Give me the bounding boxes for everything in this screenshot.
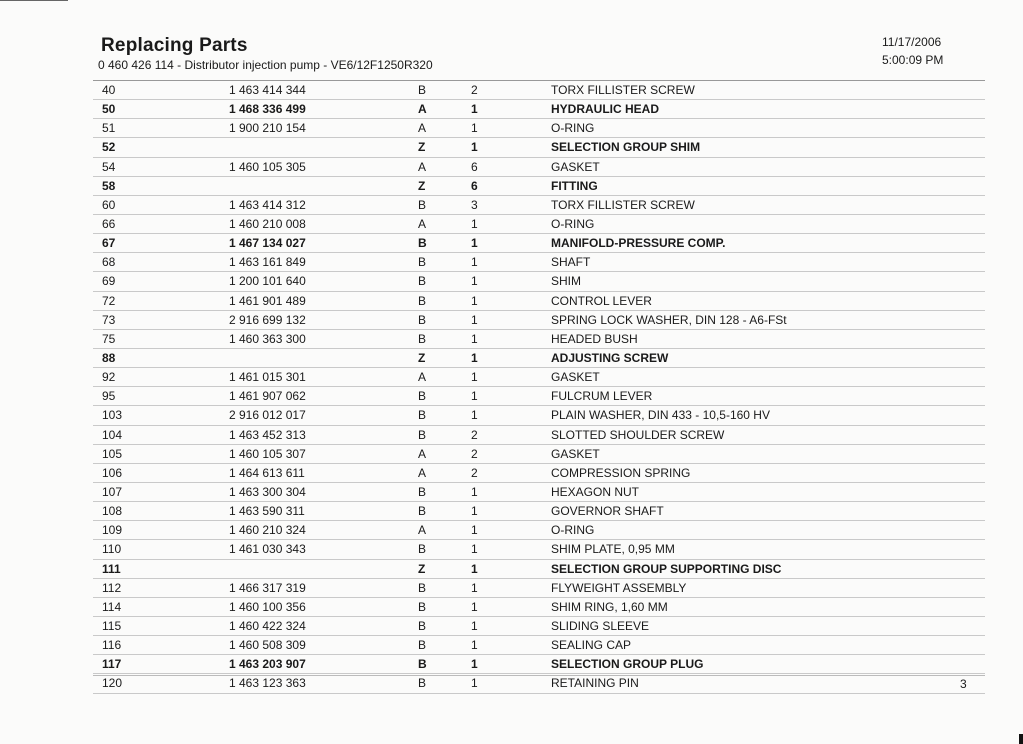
page-number: 3 — [960, 677, 967, 691]
position-cell: 92 — [102, 370, 116, 385]
table-row — [93, 387, 985, 406]
code-cell: B — [418, 331, 427, 346]
quantity-cell: 1 — [471, 542, 478, 557]
quantity-cell: 1 — [471, 561, 478, 576]
part-number-cell: 1 463 300 304 — [229, 484, 306, 499]
code-cell: B — [418, 638, 427, 653]
position-cell: 114 — [102, 599, 122, 614]
code-cell: B — [418, 427, 427, 442]
table-row — [93, 579, 985, 598]
part-number-cell: 1 200 101 640 — [229, 274, 306, 289]
quantity-cell: 1 — [471, 274, 478, 289]
position-cell: 111 — [102, 561, 121, 576]
part-number-cell: 1 467 134 027 — [229, 236, 306, 251]
description-cell: SLOTTED SHOULDER SCREW — [551, 427, 725, 442]
code-cell: B — [418, 274, 427, 289]
quantity-cell: 1 — [471, 102, 478, 117]
description-cell: SHIM — [551, 274, 581, 289]
part-number-cell: 1 461 015 301 — [229, 370, 306, 385]
table-row — [93, 138, 985, 157]
quantity-cell: 6 — [471, 159, 478, 174]
print-date: 11/17/2006 — [882, 35, 942, 49]
position-cell: 67 — [102, 236, 116, 251]
code-cell: A — [418, 102, 427, 117]
position-cell: 115 — [102, 618, 122, 633]
quantity-cell: 1 — [471, 523, 478, 538]
code-cell: A — [418, 159, 427, 174]
description-cell: GASKET — [551, 446, 600, 461]
part-number-cell: 1 460 105 305 — [229, 159, 306, 174]
description-cell: SHIM RING, 1,60 MM — [551, 599, 668, 614]
quantity-cell: 1 — [471, 331, 478, 346]
code-cell: Z — [418, 140, 426, 155]
code-cell: A — [418, 446, 427, 461]
description-cell: ADJUSTING SCREW — [551, 350, 669, 365]
position-cell: 51 — [102, 121, 116, 136]
position-cell: 54 — [102, 159, 116, 174]
scan-corner-mark — [1019, 734, 1023, 744]
position-cell: 95 — [102, 389, 116, 404]
table-row — [93, 406, 985, 425]
description-cell: SEALING CAP — [551, 638, 632, 653]
print-time: 5:00:09 PM — [882, 53, 944, 67]
quantity-cell: 3 — [471, 197, 478, 212]
code-cell: A — [418, 121, 427, 136]
code-cell: B — [418, 542, 427, 557]
description-cell: GOVERNOR SHAFT — [551, 504, 664, 519]
description-cell: GASKET — [551, 370, 600, 385]
part-number-cell: 1 900 210 154 — [229, 121, 306, 136]
position-cell: 69 — [102, 274, 116, 289]
position-cell: 60 — [102, 197, 116, 212]
description-cell: O-RING — [551, 216, 595, 231]
table-row — [93, 253, 985, 272]
description-cell: SLIDING SLEEVE — [551, 618, 650, 633]
code-cell: B — [418, 293, 427, 308]
code-cell: B — [418, 312, 427, 327]
description-cell: TORX FILLISTER SCREW — [551, 83, 695, 97]
part-number-cell: 1 460 363 300 — [229, 331, 306, 346]
part-number-cell: 1 460 100 356 — [229, 599, 306, 614]
position-cell: 104 — [102, 427, 123, 442]
part-number-cell: 1 463 123 363 — [229, 676, 306, 691]
description-cell: SPRING LOCK WASHER, DIN 128 - A6-FSt — [551, 312, 787, 327]
position-cell: 75 — [102, 331, 116, 346]
part-number-cell: 1 460 105 307 — [229, 446, 306, 461]
table-row — [93, 636, 985, 655]
part-number-cell: 1 464 613 611 — [229, 465, 305, 480]
part-number-cell: 1 460 508 309 — [229, 638, 306, 653]
part-number-cell: 1 461 907 062 — [229, 389, 306, 404]
table-row — [93, 368, 985, 387]
code-cell: B — [418, 504, 427, 519]
code-cell: B — [418, 83, 427, 97]
part-number-cell: 1 468 336 499 — [229, 102, 306, 117]
code-cell: A — [418, 523, 427, 538]
description-cell: COMPRESSION SPRING — [551, 465, 691, 480]
description-cell: HYDRAULIC HEAD — [551, 102, 659, 117]
code-cell: B — [418, 580, 427, 595]
quantity-cell: 1 — [471, 484, 478, 499]
quantity-cell: 1 — [471, 638, 478, 653]
table-row — [93, 215, 985, 234]
table-row — [93, 521, 985, 540]
code-cell: A — [418, 465, 427, 480]
table-row — [93, 158, 985, 177]
table-row — [93, 674, 985, 693]
table-row — [93, 349, 985, 368]
description-cell: FITTING — [551, 178, 598, 193]
description-cell: FLYWEIGHT ASSEMBLY — [551, 580, 687, 595]
quantity-cell: 2 — [471, 427, 478, 442]
position-cell: 68 — [102, 255, 116, 270]
table-row — [93, 655, 985, 674]
table-row — [93, 560, 985, 579]
description-cell: SELECTION GROUP PLUG — [551, 657, 704, 672]
position-cell: 109 — [102, 523, 123, 538]
part-number-cell: 1 463 452 313 — [229, 427, 306, 442]
quantity-cell: 1 — [471, 370, 478, 385]
table-row — [93, 311, 985, 330]
table-row — [93, 100, 985, 119]
quantity-cell: 2 — [471, 83, 478, 97]
position-cell: 116 — [102, 638, 122, 653]
table-row — [93, 177, 985, 196]
code-cell: A — [418, 216, 427, 231]
code-cell: B — [418, 618, 427, 633]
quantity-cell: 1 — [471, 580, 478, 595]
table-row — [93, 617, 985, 636]
quantity-cell: 1 — [471, 255, 478, 270]
description-cell: HEXAGON NUT — [551, 484, 640, 499]
table-row — [93, 196, 985, 215]
position-cell: 73 — [102, 312, 116, 327]
description-cell: SHIM PLATE, 0,95 MM — [551, 542, 675, 557]
table-row — [93, 292, 985, 311]
description-cell: RETAINING PIN — [551, 676, 639, 691]
description-cell: SELECTION GROUP SUPPORTING DISC — [551, 561, 782, 576]
table-row — [93, 483, 985, 502]
table-row — [93, 234, 985, 253]
quantity-cell: 1 — [471, 121, 478, 136]
position-cell: 107 — [102, 484, 123, 499]
part-number-cell: 1 460 422 324 — [229, 618, 306, 633]
quantity-cell: 1 — [471, 312, 478, 327]
table-row — [93, 272, 985, 291]
position-cell: 117 — [102, 657, 122, 672]
page-subtitle: 0 460 426 114 - Distributor injection pump - VE6/12F1250R320 — [98, 58, 433, 72]
part-number-cell: 1 460 210 324 — [229, 523, 306, 538]
part-number-cell: 2 916 699 132 — [229, 312, 306, 327]
description-cell: SHAFT — [551, 255, 591, 270]
part-number-cell: 1 463 414 344 — [229, 83, 306, 97]
position-cell: 88 — [102, 350, 116, 365]
code-cell: B — [418, 197, 427, 212]
parts-table — [93, 80, 985, 694]
position-cell: 50 — [102, 102, 116, 117]
part-number-cell: 2 916 012 017 — [229, 408, 306, 423]
quantity-cell: 1 — [471, 140, 478, 155]
position-cell: 66 — [102, 216, 116, 231]
quantity-cell: 2 — [471, 446, 478, 461]
table-row — [93, 502, 985, 521]
code-cell: Z — [418, 178, 426, 193]
quantity-cell: 1 — [471, 599, 478, 614]
description-cell: CONTROL LEVER — [551, 293, 652, 308]
table-row — [93, 80, 985, 100]
part-number-cell: 1 466 317 319 — [229, 580, 306, 595]
top-rule — [0, 0, 68, 1]
code-cell: A — [418, 370, 427, 385]
part-number-cell: 1 460 210 008 — [229, 216, 306, 231]
description-cell: GASKET — [551, 159, 600, 174]
code-cell: B — [418, 236, 427, 251]
position-cell: 58 — [102, 178, 116, 193]
position-cell: 72 — [102, 293, 116, 308]
part-number-cell: 1 463 203 907 — [229, 657, 306, 672]
code-cell: Z — [418, 350, 426, 365]
quantity-cell: 1 — [471, 618, 478, 633]
quantity-cell: 1 — [471, 504, 478, 519]
quantity-cell: 1 — [471, 657, 478, 672]
table-row — [93, 464, 985, 483]
code-cell: B — [418, 255, 427, 270]
description-cell: O-RING — [551, 121, 595, 136]
code-cell: B — [418, 389, 427, 404]
code-cell: Z — [418, 561, 426, 576]
description-cell: SELECTION GROUP SHIM — [551, 140, 701, 155]
position-cell: 108 — [102, 504, 123, 519]
position-cell: 105 — [102, 446, 123, 461]
description-cell: HEADED BUSH — [551, 331, 638, 346]
quantity-cell: 1 — [471, 293, 478, 308]
description-cell: MANIFOLD-PRESSURE COMP. — [551, 236, 726, 251]
table-row — [93, 445, 985, 464]
page-title: Replacing Parts — [101, 35, 248, 56]
quantity-cell: 2 — [471, 465, 478, 480]
quantity-cell: 1 — [471, 676, 478, 691]
part-number-cell: 1 461 030 343 — [229, 542, 306, 557]
position-cell: 106 — [102, 465, 123, 480]
position-cell: 52 — [102, 140, 116, 155]
table-row — [93, 119, 985, 138]
quantity-cell: 1 — [471, 236, 478, 251]
quantity-cell: 1 — [471, 389, 478, 404]
part-number-cell: 1 463 161 849 — [229, 255, 306, 270]
position-cell: 103 — [102, 408, 123, 423]
part-number-cell: 1 463 590 311 — [229, 504, 305, 519]
position-cell: 112 — [102, 580, 122, 595]
description-cell: PLAIN WASHER, DIN 433 - 10,5-160 HV — [551, 408, 770, 423]
description-cell: O-RING — [551, 523, 595, 538]
code-cell: B — [418, 484, 427, 499]
quantity-cell: 1 — [471, 216, 478, 231]
table-row — [93, 540, 985, 559]
quantity-cell: 1 — [471, 350, 478, 365]
bottom-rule — [93, 675, 985, 676]
part-number-cell: 1 463 414 312 — [229, 197, 306, 212]
position-cell: 40 — [102, 83, 116, 97]
code-cell: B — [418, 408, 427, 423]
table-row — [93, 330, 985, 349]
table-row — [93, 598, 985, 617]
code-cell: B — [418, 599, 427, 614]
table-row — [93, 426, 985, 445]
quantity-cell: 1 — [471, 408, 478, 423]
quantity-cell: 6 — [471, 178, 478, 193]
part-number-cell: 1 461 901 489 — [229, 293, 306, 308]
description-cell: FULCRUM LEVER — [551, 389, 653, 404]
description-cell: TORX FILLISTER SCREW — [551, 197, 695, 212]
code-cell: B — [418, 657, 427, 672]
code-cell: B — [418, 676, 427, 691]
position-cell: 110 — [102, 542, 122, 557]
position-cell: 120 — [102, 676, 123, 691]
